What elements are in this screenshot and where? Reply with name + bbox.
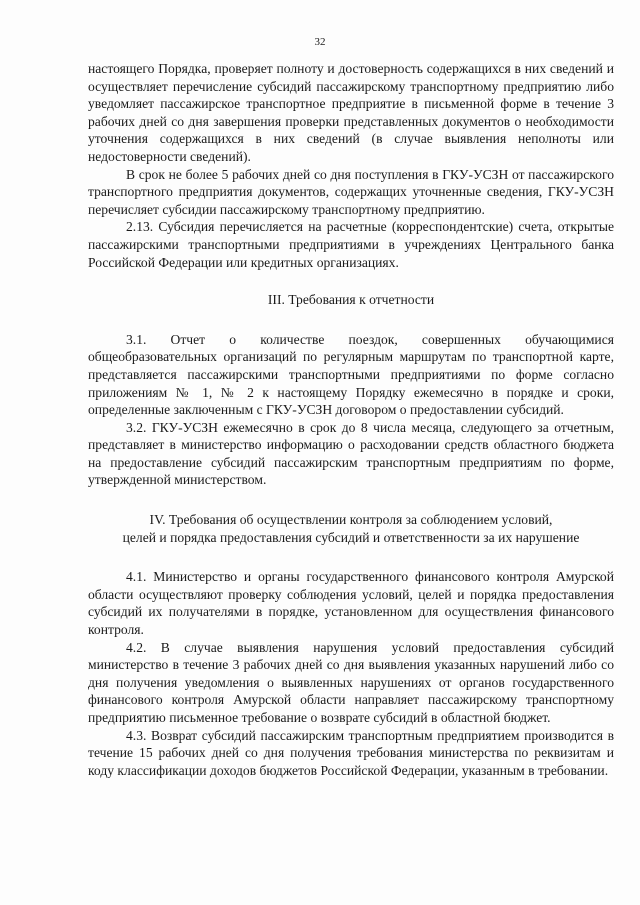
paragraph-2-13: 2.13. Субсидия перечисляется на расчетные (корреспондентские) счета, открытые пассажирскими транспортными предприятиями в учреждениях Центрального банка Российской Федерации или кредитных организациях. <box>88 219 614 270</box>
paragraph-4-1: 4.1. Министерство и органы государственного финансового контроля Амурской области осуществляют проверку соблюдения условий, целей и порядка предоставления субсидий их получателями в порядке, установленном для осуществления финансового контроля. <box>88 569 614 638</box>
paragraph-continuation: настоящего Порядка, проверяет полноту и достоверность содержащихся в них сведений и осуществляет перечисление субсидий пассажирскому транспортному предприятию либо уведомляет пассажирское транспортное предприятие в письменной форме в течение 3 рабочих дней со дня завершения проверки представленных документов о необходимости уточнения содержащихся в них сведений (в случае выявления неполноты или недостоверности сведений). <box>88 61 614 164</box>
section-4-heading-block <box>88 511 614 546</box>
paragraph-3-2: 3.2. ГКУ-УСЗН ежемесячно в срок до 8 числа месяца, следующего за отчетным, представляет в министерство информацию о расходовании средств областного бюджета на предоставление субсидий пассажирским транспортным предприятиям по форме, утвержденной министерством. <box>88 419 614 488</box>
section-3-heading-block <box>88 291 614 309</box>
section-3-title: III. Требования к отчетности <box>267 292 435 308</box>
section-4-title-line-1: IV. Требования об осуществлении контроля за соблюдением условий, <box>149 512 553 528</box>
paragraph: В срок не более 5 рабочих дней со дня поступления в ГКУ-УСЗН от пассажирского транспортного предприятия документов, содержащих уточненные сведения, ГКУ-УСЗН перечисляет субсидии пассажирскому транспортному предприятию. <box>88 166 614 217</box>
page-number: 32 <box>314 36 326 48</box>
document-body <box>88 60 614 779</box>
paragraph-4-2: 4.2. В случае выявления нарушения условий предоставления субсидий министерство в течение 3 рабочих дней со дня выявления указанных нарушений либо со дня получения уведомления о выявленных нарушениях от органов государственного финансового контроля Амурской области направляет пассажирскому транспортному предприятию письменное требование о возврате субсидий в областной бюджет. <box>88 639 614 725</box>
paragraph-4-3: 4.3. Возврат субсидий пассажирским транспортным предприятием производится в течение 15 рабочих дней со дня получения требования министерства по реквизитам и коду классификации доходов бюджетов Российской Федерации, указанным в требовании. <box>88 727 614 778</box>
section-4-title-line-2: целей и порядка предоставления субсидий и ответственности за их нарушение <box>122 529 580 545</box>
paragraph-3-1: 3.1. Отчет о количестве поездок, совершенных обучающимися общеобразовательных организаций по регулярным маршрутам по транспортной карте, представляется пассажирскими транспортными предприятиями по форме согласно приложениям № 1, № 2 к настоящему Порядку ежемесячно в порядке и сроки, определенные заключенным с ГКУ-УСЗН договором о предоставлении субсидий. <box>88 331 614 418</box>
